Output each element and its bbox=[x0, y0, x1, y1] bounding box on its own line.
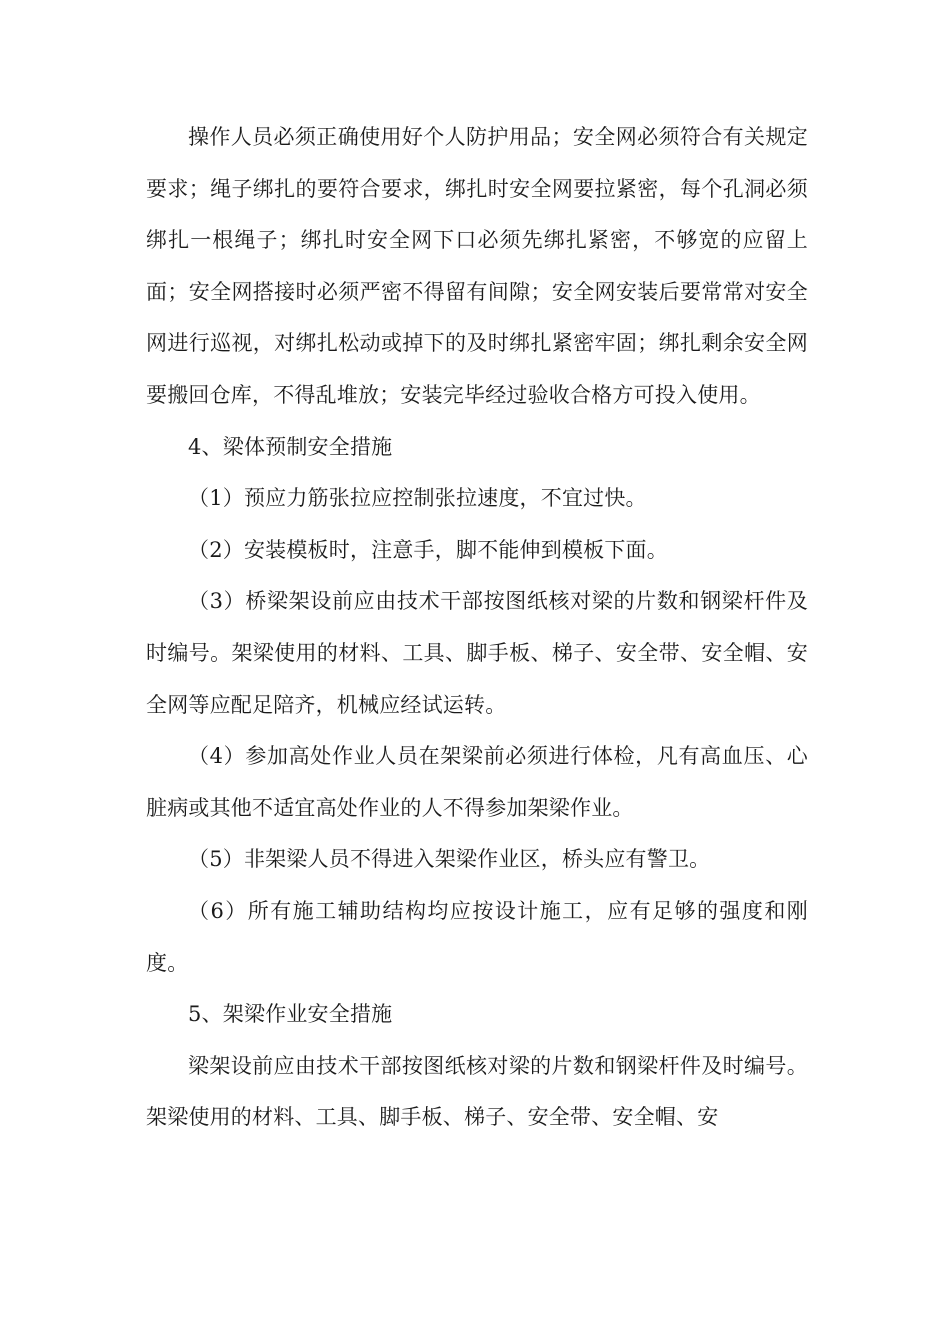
paragraph-safety-net: 操作人员必须正确使用好个人防护用品；安全网必须符合有关规定要求；绳子绑扎的要符合要求，绑扎时安全网要拉紧密，每个孔洞必须绑扎一根绳子；绑扎时安全网下口必须先绑扎紧密，不够宽的应留上面；安全网搭接时必须严密不得留有间隙；安全网安装后要常常对安全网进行巡视，对绑扎松动或掉下的及时绑扎紧密牢固；绑扎剩余安全网要搬回仓库，不得乱堆放；安装完毕经过验收合格方可投入使用。 bbox=[146, 125, 808, 407]
paragraph-beam-erection: 梁架设前应由技术干部按图纸核对梁的片数和钢梁杆件及时编号。架梁使用的材料、工具、脚手板、梯子、安全带、安全帽、安 bbox=[146, 1053, 808, 1130]
list-item-4: （4）参加高处作业人员在架梁前必须进行体检，凡有高血压、心脏病或其他不适宜高处作业的人不得参加架梁作业。 bbox=[146, 744, 808, 820]
document-body bbox=[146, 112, 808, 1144]
list-item-6: （6）所有施工辅助结构均应按设计施工，应有足够的强度和刚度。 bbox=[146, 898, 808, 975]
list-item-1: （1）预应力筋张拉应控制张拉速度，不宜过快。 bbox=[188, 486, 647, 511]
section-heading-5: 5、架梁作业安全措施 bbox=[188, 1002, 393, 1027]
list-item-3: （3）桥梁架设前应由技术干部按图纸核对梁的片数和钢梁杆件及时编号。架梁使用的材料、工具、脚手板、梯子、安全带、安全帽、安全网等应配足陪齐，机械应经试运转。 bbox=[146, 589, 808, 717]
list-item-2: （2）安装模板时，注意手，脚不能伸到模板下面。 bbox=[188, 537, 668, 562]
section-heading-4: 4、梁体预制安全措施 bbox=[188, 434, 393, 459]
list-item-5: （5）非架梁人员不得进入架梁作业区，桥头应有警卫。 bbox=[188, 847, 711, 872]
